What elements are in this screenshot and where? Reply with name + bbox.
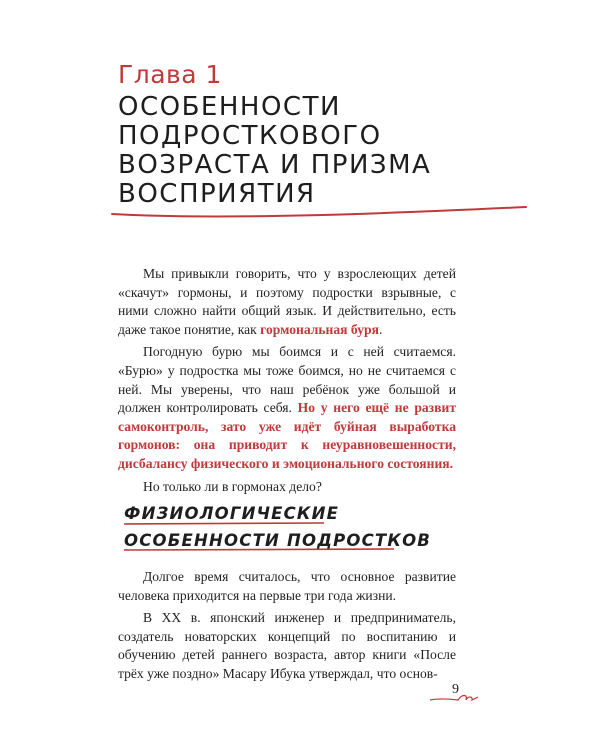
chapter-title-line: ОСОБЕННОСТИ (118, 92, 341, 122)
paragraph: Но только ли в гормонах дело? (143, 478, 322, 494)
text-run: Мы привыкли говорить, что у взрослеющих детей «скачут» гормоны, и поэтому подростки взрывные, с ними сложно найти общий язык. И действительно, есть даже такое понятие, как (118, 266, 456, 337)
highlight-sentence: Но у него ещё не развит самоконтроль, зато уже идёт буйная выработка гормонов: она приводит к неуравновешенности, дисбалансу физического и эмоционального состояния. (118, 400, 456, 471)
highlight-term: гормональная буря (260, 321, 379, 337)
section-heading-line2: ОСОБЕННОСТИ ПОДРОСТКОВ (124, 531, 432, 550)
paragraph: Долгое время считалось, что основное развитие человека приходится на первые три года жизни. (118, 569, 456, 603)
intro-text (118, 265, 456, 496)
page-number: 9 (452, 682, 459, 697)
chapter-title-line: ПОДРОСТКОВОГО (118, 121, 382, 151)
chapter-label: Глава 1 (118, 60, 222, 89)
chapter-title-line: ВОСПРИЯТИЯ (118, 179, 316, 209)
section-text (118, 568, 456, 684)
section-heading-line1: ФИЗИОЛОГИЧЕСКИЕ (124, 504, 340, 523)
section-heading-underline (124, 523, 324, 524)
text-run: . (378, 321, 383, 337)
paragraph: В XX в. японский инженер и предприниматель, создатель новаторских концепций по воспитанию и обучению детей раннего возраста, автор книги «После трёх уже поздно» Масару Ибука утверждал, что основ- (118, 610, 456, 681)
chapter-underline-swoosh (112, 207, 526, 216)
paragraph (118, 265, 456, 339)
text-run: Погодную бурю мы боимся и с ней считаемся. «Бурю» у подростка мы тоже боимся, но не считаемся с ней. Мы уверены, что наш ребёнок уже большой и должен контролировать себя. (118, 344, 456, 416)
paragraph (118, 343, 456, 473)
chapter-title-line: ВОЗРАСТА И ПРИЗМА (118, 150, 432, 180)
